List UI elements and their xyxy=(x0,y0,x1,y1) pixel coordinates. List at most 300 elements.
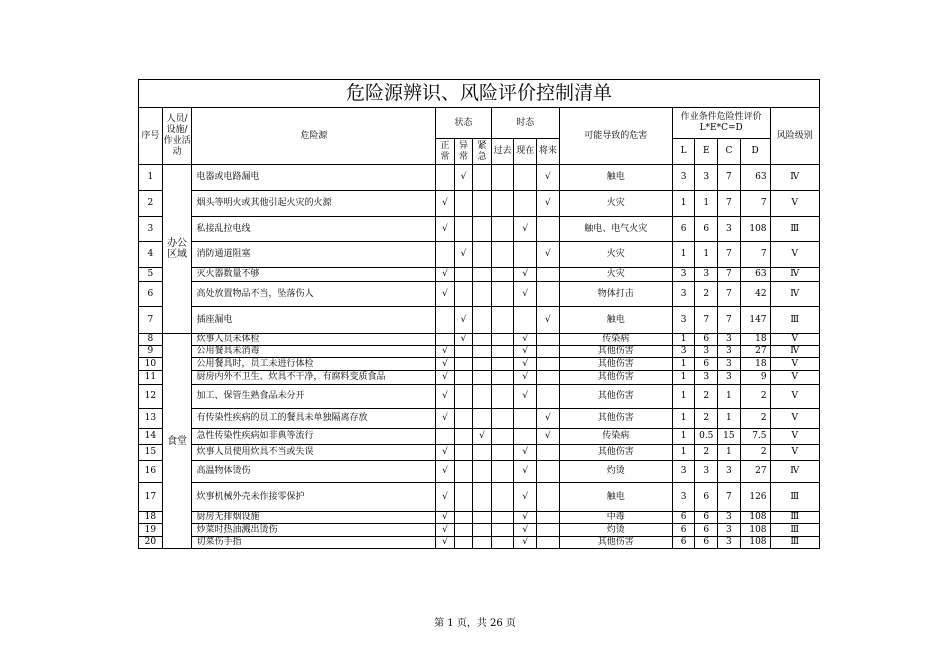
row-harm: 触电 xyxy=(559,307,672,334)
row-harm: 其他伤害 xyxy=(559,537,672,549)
table-row xyxy=(139,371,820,385)
row-state-mark: √ xyxy=(436,282,455,307)
header-state-normal: 正常 xyxy=(436,139,455,165)
row-E: 2 xyxy=(695,282,718,307)
row-tense-mark xyxy=(537,268,560,282)
row-harm: 灼烫 xyxy=(559,524,672,537)
row-state-mark: √ xyxy=(436,512,455,524)
row-C: 15 xyxy=(718,429,741,445)
row-harm: 其他伤害 xyxy=(559,409,672,429)
header-state-emergency: 紧急 xyxy=(473,139,492,165)
row-state-mark xyxy=(454,537,473,549)
row-tense-mark xyxy=(514,307,537,334)
row-state-mark xyxy=(473,371,492,385)
row-state-mark: √ xyxy=(436,524,455,537)
row-level: Ⅴ xyxy=(770,429,819,445)
row-state-mark: √ xyxy=(436,371,455,385)
row-C: 3 xyxy=(718,217,741,242)
row-D: 108 xyxy=(740,537,770,549)
row-D: 147 xyxy=(740,307,770,334)
row-E: 0.5 xyxy=(695,429,718,445)
row-tense-mark xyxy=(514,242,537,268)
row-C: 3 xyxy=(718,346,741,358)
row-C: 7 xyxy=(718,307,741,334)
row-C: 1 xyxy=(718,445,741,461)
row-tense-mark xyxy=(537,358,560,371)
row-state-mark: √ xyxy=(436,191,455,217)
row-state-mark xyxy=(436,307,455,334)
row-seq: 7 xyxy=(139,307,163,334)
row-D: 2 xyxy=(740,445,770,461)
row-state-mark xyxy=(473,409,492,429)
row-source: 炒菜时热油溅出烫伤 xyxy=(192,524,436,537)
row-tense-mark: √ xyxy=(514,445,537,461)
row-harm: 火灾 xyxy=(559,191,672,217)
row-E: 3 xyxy=(695,165,718,191)
row-L: 6 xyxy=(672,537,695,549)
row-seq: 6 xyxy=(139,282,163,307)
row-tense-mark xyxy=(514,409,537,429)
row-tense-mark xyxy=(491,334,514,346)
row-source: 高处放置物品不当，坠落伤人 xyxy=(192,282,436,307)
header-eval-formula: L*E*C=D xyxy=(699,123,743,133)
row-harm: 触电、电气火灾 xyxy=(559,217,672,242)
row-state-mark xyxy=(436,334,455,346)
row-tense-mark xyxy=(491,371,514,385)
row-state-mark xyxy=(454,385,473,409)
row-tense-mark: √ xyxy=(514,524,537,537)
row-seq: 15 xyxy=(139,445,163,461)
header-state-abnormal: 异常 xyxy=(454,139,473,165)
table-row xyxy=(139,512,820,524)
row-C: 1 xyxy=(718,409,741,429)
row-E: 2 xyxy=(695,445,718,461)
row-E: 3 xyxy=(695,346,718,358)
row-level: Ⅲ xyxy=(770,524,819,537)
header-tense-future: 将来 xyxy=(537,139,560,165)
row-tense-mark xyxy=(514,429,537,445)
header-C: C xyxy=(718,139,741,165)
row-state-mark xyxy=(454,512,473,524)
row-state-mark: √ xyxy=(436,483,455,512)
row-source: 插座漏电 xyxy=(192,307,436,334)
row-level: Ⅲ xyxy=(770,307,819,334)
row-level: Ⅴ xyxy=(770,371,819,385)
row-L: 1 xyxy=(672,445,695,461)
row-tense-mark xyxy=(491,307,514,334)
sheet-title: 危险源辨识、风险评价控制清单 xyxy=(138,79,820,107)
row-tense-mark: √ xyxy=(537,429,560,445)
row-state-mark xyxy=(454,445,473,461)
row-harm: 传染病 xyxy=(559,334,672,346)
row-C: 3 xyxy=(718,524,741,537)
row-state-mark: √ xyxy=(436,385,455,409)
row-harm: 其他伤害 xyxy=(559,385,672,409)
table-row xyxy=(139,537,820,549)
row-E: 3 xyxy=(695,461,718,483)
row-L: 3 xyxy=(672,461,695,483)
row-state-mark: √ xyxy=(436,268,455,282)
row-state-mark xyxy=(473,191,492,217)
row-level: Ⅲ xyxy=(770,512,819,524)
row-tense-mark: √ xyxy=(537,191,560,217)
row-tense-mark xyxy=(537,385,560,409)
table-row xyxy=(139,268,820,282)
row-L: 1 xyxy=(672,371,695,385)
row-source: 厨房内外不卫生、炊具不干净，有腐料变质食品 xyxy=(192,371,436,385)
row-seq: 10 xyxy=(139,358,163,371)
row-state-mark xyxy=(454,371,473,385)
row-state-mark xyxy=(436,429,455,445)
header-E: E xyxy=(695,139,718,165)
row-level: Ⅳ xyxy=(770,165,819,191)
row-harm: 其他伤害 xyxy=(559,445,672,461)
row-C: 3 xyxy=(718,334,741,346)
row-E: 6 xyxy=(695,334,718,346)
row-state-mark xyxy=(436,242,455,268)
row-tense-mark xyxy=(491,461,514,483)
row-state-mark xyxy=(473,537,492,549)
header-eval-title: 作业条件危险性评价 xyxy=(680,112,762,122)
row-L: 3 xyxy=(672,282,695,307)
row-area: 食堂 xyxy=(162,334,192,549)
row-seq: 9 xyxy=(139,346,163,358)
row-E: 6 xyxy=(695,512,718,524)
row-C: 7 xyxy=(718,282,741,307)
row-harm: 其他伤害 xyxy=(559,346,672,358)
row-state-mark xyxy=(473,483,492,512)
row-seq: 19 xyxy=(139,524,163,537)
row-E: 6 xyxy=(695,524,718,537)
row-state-mark xyxy=(473,461,492,483)
row-L: 1 xyxy=(672,358,695,371)
row-tense-mark xyxy=(491,537,514,549)
row-E: 3 xyxy=(695,268,718,282)
row-D: 2 xyxy=(740,409,770,429)
row-state-mark xyxy=(473,217,492,242)
row-state-mark: √ xyxy=(436,537,455,549)
table-row xyxy=(139,483,820,512)
row-harm: 其他伤害 xyxy=(559,358,672,371)
row-level: Ⅴ xyxy=(770,409,819,429)
row-state-mark xyxy=(473,268,492,282)
row-state-mark xyxy=(454,191,473,217)
header-source: 危险源 xyxy=(192,108,436,165)
header-seq: 序号 xyxy=(139,108,163,165)
row-tense-mark: √ xyxy=(514,346,537,358)
row-tense-mark: √ xyxy=(514,371,537,385)
header-harm: 可能导致的危害 xyxy=(559,108,672,165)
row-C: 7 xyxy=(718,191,741,217)
row-state-mark: √ xyxy=(454,242,473,268)
table-row xyxy=(139,217,820,242)
row-source: 高温物体烫伤 xyxy=(192,461,436,483)
row-seq: 8 xyxy=(139,334,163,346)
row-state-mark xyxy=(473,242,492,268)
row-seq: 14 xyxy=(139,429,163,445)
row-D: 126 xyxy=(740,483,770,512)
row-E: 1 xyxy=(695,191,718,217)
table-row xyxy=(139,461,820,483)
row-tense-mark: √ xyxy=(514,461,537,483)
row-tense-mark xyxy=(491,217,514,242)
row-L: 3 xyxy=(672,165,695,191)
row-D: 9 xyxy=(740,371,770,385)
row-seq: 12 xyxy=(139,385,163,409)
row-state-mark: √ xyxy=(473,429,492,445)
row-state-mark: √ xyxy=(436,346,455,358)
row-C: 7 xyxy=(718,165,741,191)
row-state-mark xyxy=(473,385,492,409)
row-tense-mark xyxy=(537,445,560,461)
row-tense-mark xyxy=(491,483,514,512)
row-L: 1 xyxy=(672,191,695,217)
header-state: 状态 xyxy=(436,108,492,139)
row-seq: 2 xyxy=(139,191,163,217)
row-tense-mark xyxy=(537,371,560,385)
row-state-mark: √ xyxy=(436,445,455,461)
row-tense-mark xyxy=(537,217,560,242)
table-row xyxy=(139,429,820,445)
row-state-mark xyxy=(473,282,492,307)
row-tense-mark xyxy=(537,524,560,537)
row-seq: 11 xyxy=(139,371,163,385)
row-state-mark xyxy=(454,524,473,537)
row-D: 7.5 xyxy=(740,429,770,445)
row-tense-mark xyxy=(491,385,514,409)
row-state-mark xyxy=(454,461,473,483)
row-level: Ⅲ xyxy=(770,537,819,549)
row-harm: 中毒 xyxy=(559,512,672,524)
row-state-mark xyxy=(454,346,473,358)
row-tense-mark xyxy=(537,346,560,358)
row-state-mark xyxy=(473,512,492,524)
row-tense-mark xyxy=(537,461,560,483)
row-level: Ⅳ xyxy=(770,461,819,483)
row-tense-mark: √ xyxy=(514,268,537,282)
table-body xyxy=(139,165,820,549)
row-D: 7 xyxy=(740,242,770,268)
row-E: 6 xyxy=(695,483,718,512)
row-tense-mark xyxy=(537,334,560,346)
row-tense-mark: √ xyxy=(514,358,537,371)
row-seq: 16 xyxy=(139,461,163,483)
row-state-mark xyxy=(454,217,473,242)
row-source: 炊事人员未体检 xyxy=(192,334,436,346)
row-tense-mark xyxy=(491,346,514,358)
row-state-mark xyxy=(473,346,492,358)
row-tense-mark: √ xyxy=(537,242,560,268)
row-harm: 触电 xyxy=(559,165,672,191)
row-C: 3 xyxy=(718,512,741,524)
row-tense-mark: √ xyxy=(537,165,560,191)
row-seq: 5 xyxy=(139,268,163,282)
row-E: 2 xyxy=(695,385,718,409)
row-level: Ⅴ xyxy=(770,358,819,371)
header-area: 人员/设施/作业活动 xyxy=(162,108,192,165)
table-row xyxy=(139,358,820,371)
row-seq: 13 xyxy=(139,409,163,429)
row-L: 1 xyxy=(672,385,695,409)
row-level: Ⅴ xyxy=(770,242,819,268)
row-D: 18 xyxy=(740,334,770,346)
row-tense-mark xyxy=(537,512,560,524)
row-tense-mark xyxy=(491,409,514,429)
row-D: 108 xyxy=(740,512,770,524)
row-tense-mark xyxy=(491,358,514,371)
row-source: 有传染性疾病的员工的餐具未单独隔离存放 xyxy=(192,409,436,429)
row-state-mark xyxy=(454,409,473,429)
table-row xyxy=(139,445,820,461)
row-source: 公用餐具未消毒 xyxy=(192,346,436,358)
header-tense: 时态 xyxy=(491,108,559,139)
row-C: 7 xyxy=(718,483,741,512)
row-area: 办公区域 xyxy=(162,165,192,334)
row-state-mark xyxy=(473,358,492,371)
row-L: 3 xyxy=(672,268,695,282)
row-source: 私接乱拉电线 xyxy=(192,217,436,242)
row-source: 炊事人员使用炊具不当或失误 xyxy=(192,445,436,461)
row-tense-mark: √ xyxy=(514,217,537,242)
row-level: Ⅲ xyxy=(770,217,819,242)
row-source: 烟头等明火或其他引起火灾的火源 xyxy=(192,191,436,217)
row-D: 2 xyxy=(740,385,770,409)
row-state-mark xyxy=(454,483,473,512)
row-source: 灭火器数量不够 xyxy=(192,268,436,282)
row-tense-mark xyxy=(537,282,560,307)
row-tense-mark xyxy=(491,429,514,445)
row-seq: 4 xyxy=(139,242,163,268)
row-C: 7 xyxy=(718,268,741,282)
row-E: 2 xyxy=(695,409,718,429)
row-harm: 其他伤害 xyxy=(559,371,672,385)
header-tense-present: 现在 xyxy=(514,139,537,165)
row-tense-mark xyxy=(491,524,514,537)
row-tense-mark: √ xyxy=(514,282,537,307)
row-level: Ⅳ xyxy=(770,346,819,358)
row-D: 27 xyxy=(740,346,770,358)
row-level: Ⅴ xyxy=(770,334,819,346)
table-row xyxy=(139,385,820,409)
row-D: 63 xyxy=(740,165,770,191)
row-D: 18 xyxy=(740,358,770,371)
row-harm: 传染病 xyxy=(559,429,672,445)
row-C: 3 xyxy=(718,358,741,371)
row-state-mark: √ xyxy=(454,334,473,346)
row-tense-mark xyxy=(491,242,514,268)
row-L: 6 xyxy=(672,512,695,524)
table-row xyxy=(139,334,820,346)
row-state-mark xyxy=(473,445,492,461)
row-C: 3 xyxy=(718,371,741,385)
header-eval xyxy=(672,108,770,139)
row-state-mark: √ xyxy=(454,165,473,191)
row-harm: 物体打击 xyxy=(559,282,672,307)
row-E: 3 xyxy=(695,371,718,385)
row-tense-mark xyxy=(514,165,537,191)
row-harm: 灼烫 xyxy=(559,461,672,483)
row-source: 炊事机械外壳未作接零保护 xyxy=(192,483,436,512)
row-tense-mark: √ xyxy=(514,385,537,409)
row-level: Ⅴ xyxy=(770,445,819,461)
row-D: 63 xyxy=(740,268,770,282)
row-tense-mark: √ xyxy=(537,307,560,334)
row-D: 42 xyxy=(740,282,770,307)
row-source: 加工、保管生熟食品未分开 xyxy=(192,385,436,409)
row-level: Ⅳ xyxy=(770,268,819,282)
row-source: 厨房无排烟设施 xyxy=(192,512,436,524)
row-E: 1 xyxy=(695,242,718,268)
table-row xyxy=(139,409,820,429)
header-tense-past: 过去 xyxy=(491,139,514,165)
row-L: 3 xyxy=(672,307,695,334)
row-source: 消防通道阻塞 xyxy=(192,242,436,268)
page-footer: 第 1 页，共 26 页 xyxy=(434,618,516,629)
row-E: 7 xyxy=(695,307,718,334)
table-row xyxy=(139,346,820,358)
row-tense-mark xyxy=(491,191,514,217)
row-D: 108 xyxy=(740,217,770,242)
row-seq: 18 xyxy=(139,512,163,524)
row-tense-mark xyxy=(491,282,514,307)
row-seq: 20 xyxy=(139,537,163,549)
row-state-mark: √ xyxy=(436,409,455,429)
table-row xyxy=(139,524,820,537)
risk-sheet xyxy=(138,79,820,549)
row-seq: 3 xyxy=(139,217,163,242)
row-L: 6 xyxy=(672,217,695,242)
row-C: 7 xyxy=(718,242,741,268)
row-state-mark: √ xyxy=(436,461,455,483)
row-tense-mark: √ xyxy=(537,409,560,429)
row-tense-mark: √ xyxy=(514,537,537,549)
row-level: Ⅴ xyxy=(770,385,819,409)
row-tense-mark xyxy=(537,537,560,549)
row-tense-mark xyxy=(537,483,560,512)
row-tense-mark xyxy=(491,165,514,191)
row-E: 6 xyxy=(695,358,718,371)
row-state-mark xyxy=(436,165,455,191)
row-L: 1 xyxy=(672,334,695,346)
row-tense-mark xyxy=(491,445,514,461)
row-C: 3 xyxy=(718,537,741,549)
row-D: 27 xyxy=(740,461,770,483)
row-L: 6 xyxy=(672,524,695,537)
row-source: 公用餐具时，员工未进行体检 xyxy=(192,358,436,371)
row-level: Ⅳ xyxy=(770,282,819,307)
row-harm: 火灾 xyxy=(559,242,672,268)
row-L: 3 xyxy=(672,346,695,358)
table-row xyxy=(139,282,820,307)
row-state-mark xyxy=(454,358,473,371)
table-row xyxy=(139,191,820,217)
row-tense-mark xyxy=(491,512,514,524)
row-tense-mark xyxy=(491,268,514,282)
table-row xyxy=(139,242,820,268)
row-D: 7 xyxy=(740,191,770,217)
row-L: 1 xyxy=(672,429,695,445)
row-source: 急性传染性疾病如非典等流行 xyxy=(192,429,436,445)
risk-table xyxy=(138,107,820,549)
row-tense-mark xyxy=(514,191,537,217)
row-E: 6 xyxy=(695,537,718,549)
row-D: 108 xyxy=(740,524,770,537)
row-state-mark xyxy=(454,268,473,282)
row-L: 1 xyxy=(672,409,695,429)
row-state-mark xyxy=(473,307,492,334)
row-state-mark xyxy=(473,334,492,346)
row-seq: 17 xyxy=(139,483,163,512)
